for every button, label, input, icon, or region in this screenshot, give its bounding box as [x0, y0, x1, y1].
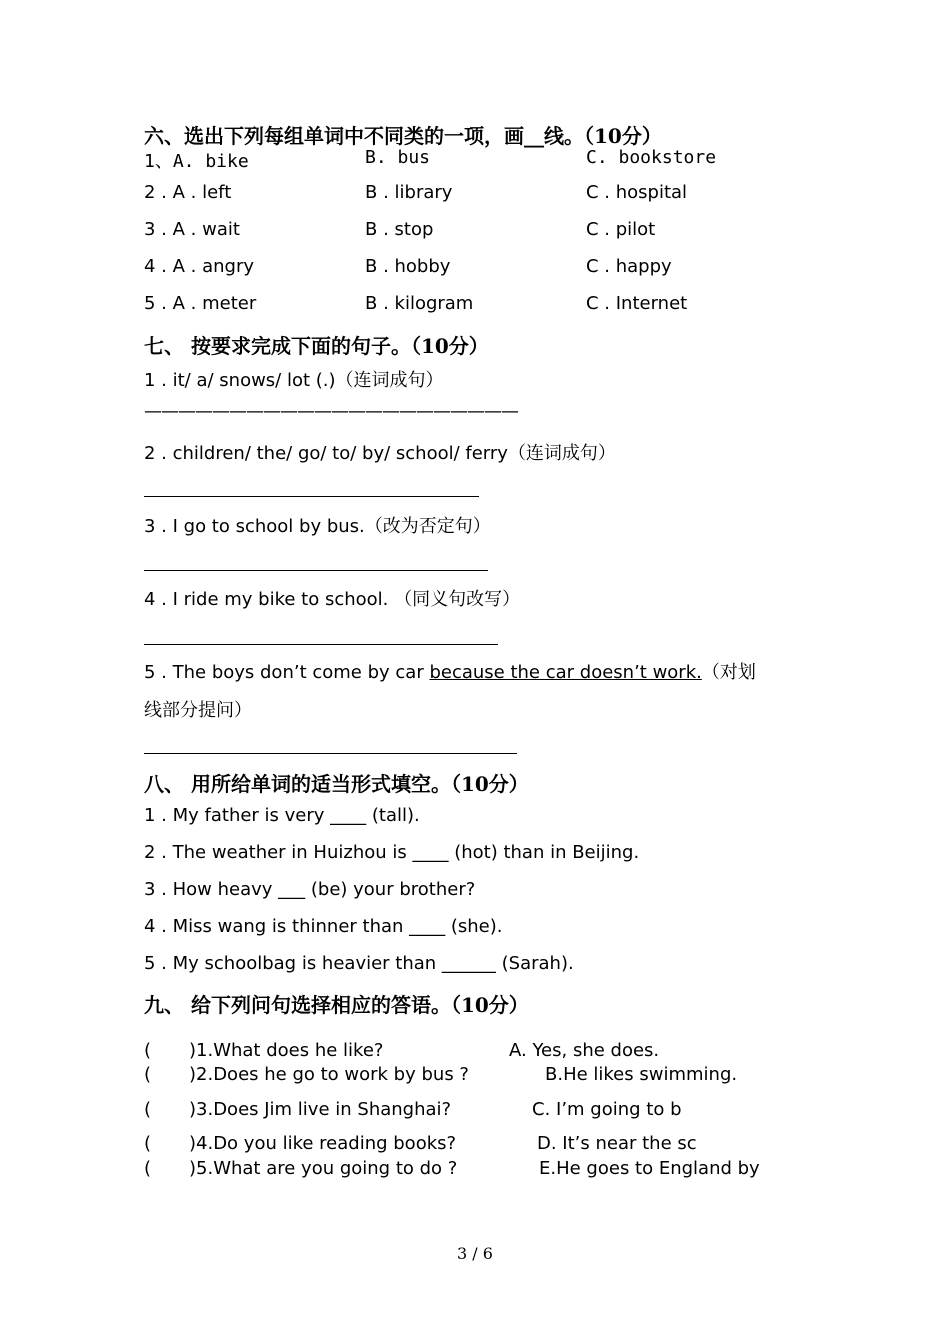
s8-item-5: 5 . My schoolbag is heavier than ______ (Sarah). — [144, 953, 574, 974]
s6-row4-b: B . hobby — [365, 256, 451, 277]
s6-row5-b: B . kilogram — [365, 293, 474, 314]
s6-row3-c: C . pilot — [586, 219, 656, 240]
s7-answer-line-3 — [144, 570, 488, 571]
s8-item-1: 1 . My father is very ____ (tall). — [144, 805, 420, 826]
s8-item-4: 4 . Miss wang is thinner than ____ (she). — [144, 916, 503, 937]
s6-row1-b: B. bus — [365, 147, 431, 168]
s7-q5-continued: 线部分提问） — [144, 700, 252, 721]
s6-row2-b: B . library — [365, 182, 453, 203]
s6-row4-c: C . happy — [586, 256, 672, 277]
s7-question-4: 4 . I ride my bike to school. （同义句改写） — [144, 589, 521, 610]
s7-question-1: 1 . it/ a/ snows/ lot (.)（连词成句） — [144, 370, 444, 391]
s7-question-5 — [144, 658, 756, 684]
s7-answer-line-2 — [144, 496, 479, 497]
s7-answer-line-1: —————————————————————— — [144, 401, 518, 422]
page-number: 3 / 6 — [457, 1244, 493, 1263]
section-7-title: 七、 按要求完成下面的句子。（10分） — [144, 334, 489, 358]
s7-answer-line-5 — [144, 753, 517, 754]
s8-item-2: 2 . The weather in Huizhou is ____ (hot) than in Beijing. — [144, 842, 640, 863]
s6-row3-a: 3 . A . wait — [144, 219, 240, 240]
s6-row4-a: 4 . A . angry — [144, 256, 255, 277]
s7-question-2: 2 . children/ the/ go/ to/ by/ school/ ferry（连词成句） — [144, 443, 616, 464]
s6-row2-c: C . hospital — [586, 182, 688, 203]
s6-row3-b: B . stop — [365, 219, 434, 240]
s9-paren-5: ( — [144, 1158, 152, 1179]
s9-paren-3: ( — [144, 1099, 152, 1120]
s8-item-3: 3 . How heavy ___ (be) your brother? — [144, 879, 476, 900]
s9-answer-d: D. It’s near the sc — [537, 1133, 697, 1154]
s7-q5-underlined: because the car doesn’t work. — [429, 662, 702, 683]
s6-row1-c: C. bookstore — [586, 147, 717, 168]
section-8-title: 八、 用所给单词的适当形式填空。（10分） — [144, 772, 529, 796]
s9-question-1: )1.What does he like? — [189, 1040, 384, 1061]
s9-paren-4: ( — [144, 1133, 152, 1154]
s9-question-4: )4.Do you like reading books? — [189, 1133, 457, 1154]
s9-answer-c: C. I’m going to b — [532, 1099, 682, 1120]
s6-row5-c: C . Internet — [586, 293, 688, 314]
s7-answer-line-4 — [144, 644, 498, 645]
s9-question-5: )5.What are you going to do ? — [189, 1158, 458, 1179]
s9-question-2: )2.Does he go to work by bus ? — [189, 1064, 469, 1085]
s6-row2-a: 2 . A . left — [144, 182, 232, 203]
s7-question-3: 3 . I go to school by bus.（改为否定句） — [144, 516, 491, 537]
s9-answer-b: B.He likes swimming. — [545, 1064, 738, 1085]
section-9-title: 九、 给下列问句选择相应的答语。（10分） — [144, 993, 529, 1017]
s6-row5-a: 5 . A . meter — [144, 293, 257, 314]
s9-answer-a: A. Yes, she does. — [509, 1040, 660, 1061]
s9-paren-1: ( — [144, 1040, 152, 1061]
s9-paren-2: ( — [144, 1064, 152, 1085]
s7-q5-instruction: （对划 — [701, 662, 756, 683]
s6-row1-a: 1、A. bike — [144, 151, 249, 172]
s9-question-3: )3.Does Jim live in Shanghai? — [189, 1099, 452, 1120]
s7-q5-text: 5 . The boys don’t come by car — [144, 662, 430, 683]
s9-answer-e: E.He goes to England by — [539, 1158, 760, 1179]
section-6-title: 六、选出下列每组单词中不同类的一项，画__线。（10分） — [144, 124, 662, 148]
